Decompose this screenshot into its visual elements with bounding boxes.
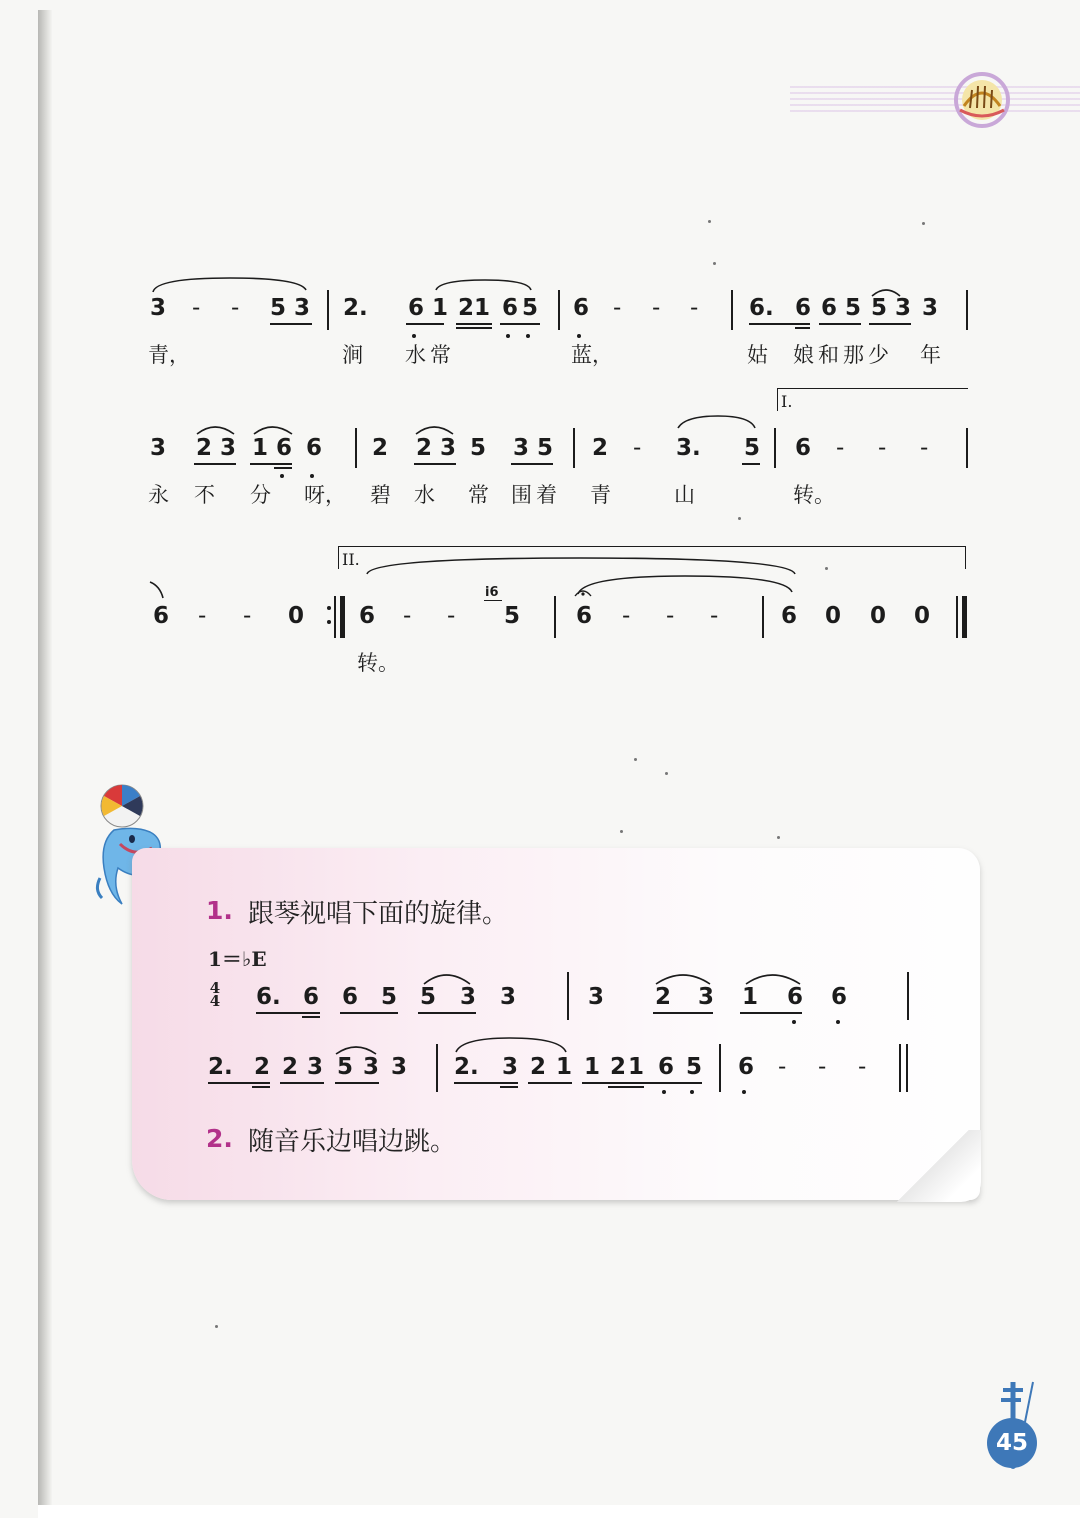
note: 2: [196, 435, 213, 461]
note: 6: [576, 603, 593, 629]
note: 3: [150, 435, 167, 461]
low-dot: [792, 1020, 796, 1024]
lyric: 和: [818, 343, 839, 367]
note: 2.: [343, 295, 368, 321]
grace-notes: i6: [485, 585, 499, 600]
lyric: 常: [430, 343, 451, 367]
note: 5: [270, 295, 287, 321]
note: 1: [556, 1054, 573, 1080]
barline: [719, 1044, 721, 1092]
note: 2: [282, 1054, 299, 1080]
note: 6: [276, 435, 293, 461]
dash: -: [666, 603, 675, 629]
note: 2: [372, 435, 389, 461]
underline: [256, 1012, 320, 1014]
note: 0: [870, 603, 887, 629]
note: 1: [474, 295, 491, 321]
note: 5: [537, 435, 554, 461]
note: 6: [787, 984, 804, 1010]
underline: [252, 1086, 270, 1088]
note: 2: [610, 1054, 627, 1080]
note: 2: [254, 1054, 271, 1080]
barline: [899, 1044, 901, 1092]
note: 2: [530, 1054, 547, 1080]
note: 6: [359, 603, 376, 629]
volta-label: II.: [342, 550, 360, 569]
lyric: 水: [405, 343, 426, 367]
dash: -: [447, 603, 456, 629]
lyric: 年: [920, 343, 941, 367]
note: 6: [658, 1054, 675, 1080]
note: 5: [744, 435, 761, 461]
note: 5: [381, 984, 398, 1010]
low-dot: [742, 1090, 746, 1094]
dash: -: [878, 435, 887, 461]
double-barline: [906, 1044, 908, 1092]
underline: [340, 1012, 398, 1014]
note: 6: [573, 295, 590, 321]
underline: [208, 1082, 270, 1084]
lyric: 水: [414, 483, 435, 507]
note: 3: [307, 1054, 324, 1080]
dash: -: [778, 1054, 787, 1080]
lyric: 围: [511, 483, 532, 507]
dash: -: [818, 1054, 827, 1080]
exercise-number: 2.: [206, 1124, 233, 1153]
note: 6.: [256, 984, 281, 1010]
note: 3: [391, 1054, 408, 1080]
note: 0: [914, 603, 931, 629]
dash: -: [652, 295, 661, 321]
dash: -: [198, 603, 207, 629]
dash: -: [192, 295, 201, 321]
low-dot: [836, 1020, 840, 1024]
note: 2: [655, 984, 672, 1010]
dash: -: [633, 435, 642, 461]
note: 6: [153, 603, 170, 629]
barline: [436, 1044, 438, 1092]
note: 5: [522, 295, 539, 321]
note: 3: [895, 295, 912, 321]
note: 3: [294, 295, 311, 321]
note: 6: [303, 984, 320, 1010]
low-dot: [662, 1090, 666, 1094]
note: 5: [686, 1054, 703, 1080]
lyric: 转。: [357, 651, 399, 675]
underline: [280, 1082, 324, 1084]
note: 3: [150, 295, 167, 321]
note: 3: [502, 1054, 519, 1080]
note: 2.: [454, 1054, 479, 1080]
note: 1: [432, 295, 449, 321]
note: 5: [871, 295, 888, 321]
underline: [608, 1086, 644, 1088]
lyric: 那: [843, 343, 864, 367]
exercise-instruction: 跟琴视唱下面的旋律。: [248, 899, 509, 929]
underline: [653, 1012, 713, 1014]
note: 6: [502, 295, 519, 321]
lyric: 少: [868, 343, 889, 367]
note: 6: [342, 984, 359, 1010]
dash: -: [690, 295, 699, 321]
note: 1: [252, 435, 269, 461]
underline: [302, 1016, 320, 1018]
note: 6.: [749, 295, 774, 321]
underline: [500, 1086, 518, 1088]
note: 6: [795, 295, 812, 321]
note: 6: [795, 435, 812, 461]
underline: [454, 1082, 518, 1084]
note: 2.: [208, 1054, 233, 1080]
note: 2: [458, 295, 475, 321]
lyric: 山: [674, 483, 695, 507]
lyric: 常: [468, 483, 489, 507]
volta-label: I.: [781, 392, 793, 411]
barline: [567, 972, 569, 1020]
note: 6: [408, 295, 425, 321]
note: 3: [513, 435, 530, 461]
lyric: 涧: [342, 343, 363, 367]
note: 3: [588, 984, 605, 1010]
note: 3: [220, 435, 237, 461]
note: 3: [698, 984, 715, 1010]
low-dot: [690, 1090, 694, 1094]
note: 1: [584, 1054, 601, 1080]
note: 0: [825, 603, 842, 629]
barline: [907, 972, 909, 1020]
lyric: 碧: [370, 483, 391, 507]
time-signature: 4 4: [209, 979, 221, 1010]
note: 3: [460, 984, 477, 1010]
note: 6: [821, 295, 838, 321]
note: 5: [470, 435, 487, 461]
key-signature: 1＝♭E: [208, 947, 267, 971]
note: 3: [500, 984, 517, 1010]
note: 5: [845, 295, 862, 321]
lyric: 青: [590, 483, 611, 507]
note: 3: [440, 435, 457, 461]
note: 3.: [676, 435, 701, 461]
note: 6: [738, 1054, 755, 1080]
dash: -: [920, 435, 929, 461]
dash: -: [836, 435, 845, 461]
note: 2: [592, 435, 609, 461]
note: 5: [337, 1054, 354, 1080]
note: 1: [628, 1054, 645, 1080]
page-number-badge: [985, 1378, 1045, 1476]
lyric: 转。: [793, 483, 835, 507]
note: 6: [781, 603, 798, 629]
note: 5: [420, 984, 437, 1010]
lyric: 永: [148, 483, 169, 507]
underline: [582, 1082, 702, 1084]
dash: -: [710, 603, 719, 629]
note: 2: [416, 435, 433, 461]
dash: -: [231, 295, 240, 321]
lyric: 分: [250, 483, 271, 507]
lyric: 青，: [148, 343, 190, 367]
page-number: 45: [987, 1418, 1037, 1468]
lyric: 呀，: [304, 483, 346, 507]
note: 5: [504, 603, 521, 629]
note: 1: [742, 984, 759, 1010]
note: 3: [363, 1054, 380, 1080]
lyric: 着: [536, 483, 557, 507]
dash: -: [243, 603, 252, 629]
exercise-instruction: 随音乐边唱边跳。: [248, 1127, 457, 1157]
note: 6: [306, 435, 323, 461]
lyric: 蓝，: [571, 343, 613, 367]
dash: -: [403, 603, 412, 629]
dash: -: [622, 603, 631, 629]
note: 3: [922, 295, 939, 321]
lyric: 不: [194, 483, 215, 507]
underline: [528, 1082, 572, 1084]
underline: [335, 1082, 379, 1084]
dash: -: [613, 295, 622, 321]
note: 0: [288, 603, 305, 629]
exercise-number: 1.: [206, 896, 233, 925]
note: 6: [831, 984, 848, 1010]
lyric: 姑: [747, 343, 768, 367]
underline: [418, 1012, 476, 1014]
lyric: 娘: [793, 343, 814, 367]
underline: [740, 1012, 802, 1014]
dash: -: [858, 1054, 867, 1080]
